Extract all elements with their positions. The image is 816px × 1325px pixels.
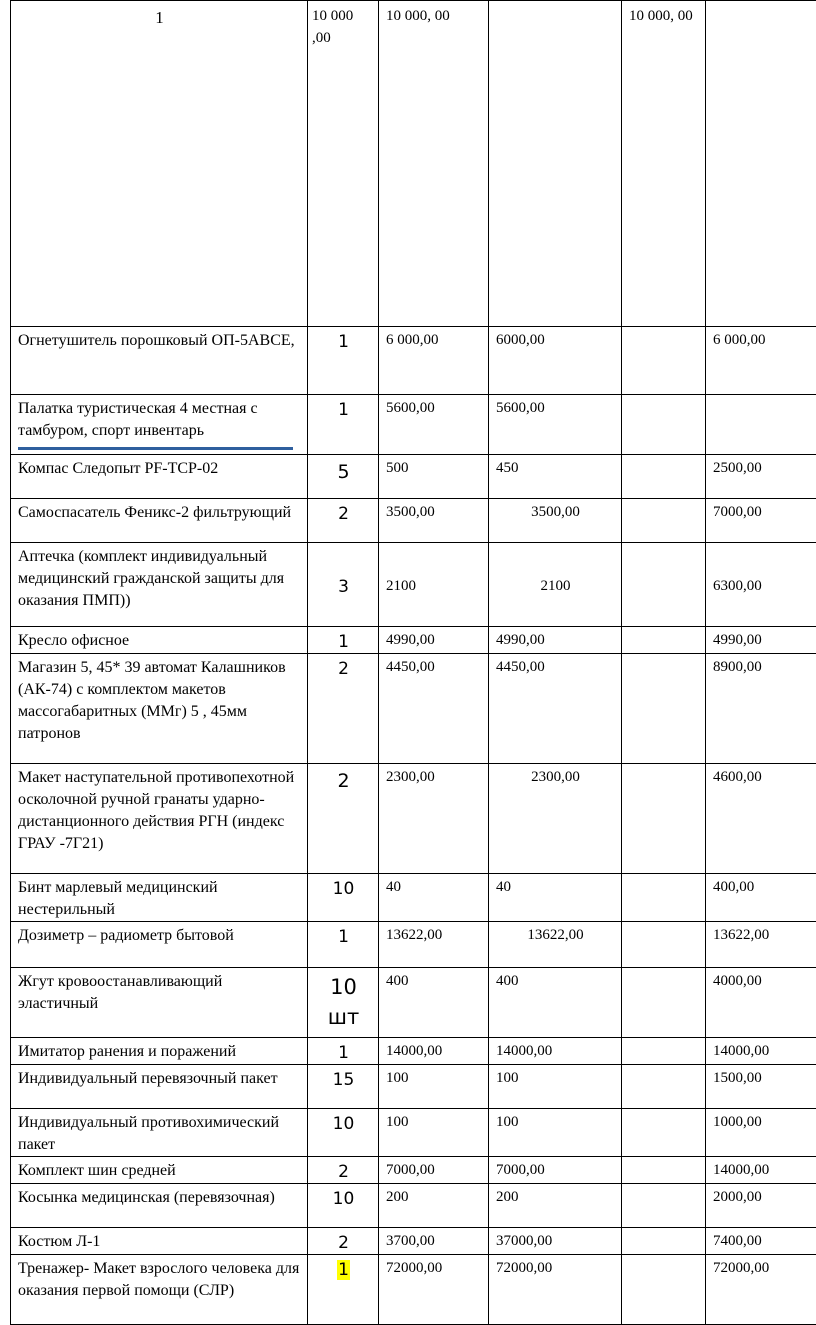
item-qty: 2	[338, 1162, 349, 1182]
item-sum: 72000,00	[713, 1260, 769, 1276]
item-price-cell	[379, 922, 489, 968]
item-cost-cell	[489, 543, 622, 627]
item-qty: 10	[333, 1189, 355, 1209]
item-price: 72000,00	[386, 1260, 442, 1276]
table-row	[11, 1109, 816, 1157]
item-qty-cell	[308, 627, 379, 654]
item-price: 5600,00	[386, 400, 435, 416]
item-qty-cell	[308, 968, 379, 1038]
item-sum: 4600,00	[713, 769, 762, 785]
item-extra-cell	[622, 922, 706, 968]
item-name-cell	[11, 1038, 308, 1065]
item-cost: 450	[496, 460, 519, 476]
item-sum-cell	[706, 1255, 816, 1325]
item-cost-cell	[489, 874, 622, 922]
item-extra-cell	[622, 654, 706, 764]
first-row-last-cell	[706, 1, 816, 327]
table-row	[11, 874, 816, 922]
item-sum: 7000,00	[713, 504, 762, 520]
item-cost-cell	[489, 627, 622, 654]
item-cost-cell	[489, 1184, 622, 1228]
item-price: 2300,00	[386, 769, 435, 785]
item-qty: 2	[338, 659, 349, 679]
item-cost-cell	[489, 1109, 622, 1157]
item-price-cell	[379, 327, 489, 395]
table-row	[11, 968, 816, 1038]
item-sum: 8900,00	[713, 659, 762, 675]
item-qty-cell	[308, 654, 379, 764]
item-cost: 2100	[541, 578, 571, 594]
item-sum: 4990,00	[713, 632, 762, 648]
table-row	[11, 922, 816, 968]
first-row-cost: 10 000, 00	[386, 8, 450, 24]
item-cost-cell	[489, 1157, 622, 1184]
item-name: Индивидуальный противохимический пакет	[18, 1114, 279, 1153]
item-qty: 3	[338, 577, 349, 597]
table-row	[11, 1255, 816, 1325]
item-price: 100	[386, 1114, 409, 1130]
item-name-cell	[11, 627, 308, 654]
table-row	[11, 1184, 816, 1228]
first-row-sum: 10 000, 00	[629, 8, 693, 24]
item-name-cell	[11, 1184, 308, 1228]
item-cost-cell	[489, 1228, 622, 1255]
item-cost: 3500,00	[531, 504, 580, 520]
item-price-cell	[379, 764, 489, 874]
item-cost-cell	[489, 395, 622, 455]
item-extra-cell	[622, 499, 706, 543]
item-price-cell	[379, 1157, 489, 1184]
item-name-cell	[11, 1109, 308, 1157]
item-price-cell	[379, 627, 489, 654]
spelling-underline	[18, 447, 293, 450]
item-price-cell	[379, 1255, 489, 1325]
item-sum-cell	[706, 395, 816, 455]
item-sum: 2500,00	[713, 460, 762, 476]
item-sum: 1500,00	[713, 1070, 762, 1086]
item-price-cell	[379, 499, 489, 543]
item-qty-cell	[308, 1038, 379, 1065]
item-sum: 14000,00	[713, 1162, 769, 1178]
item-price-cell	[379, 654, 489, 764]
item-cost-cell	[489, 1065, 622, 1109]
table-row	[11, 1157, 816, 1184]
item-price-cell	[379, 874, 489, 922]
item-cost: 5600,00	[496, 400, 545, 416]
item-name-cell	[11, 1255, 308, 1325]
item-qty-cell	[308, 1255, 379, 1325]
item-name: Косынка медицинская (перевязочная)	[18, 1189, 275, 1206]
item-qty: 2	[338, 504, 349, 524]
item-cost: 4450,00	[496, 659, 545, 675]
item-qty: 1	[338, 927, 349, 947]
item-sum-cell	[706, 1038, 816, 1065]
table-row	[11, 543, 816, 627]
item-sum-cell	[706, 968, 816, 1038]
first-row-cost-cell	[379, 1, 489, 327]
item-qty-cell	[308, 1109, 379, 1157]
item-qty-cell	[308, 874, 379, 922]
item-extra-cell	[622, 1184, 706, 1228]
item-name-cell	[11, 1065, 308, 1109]
item-sum: 4000,00	[713, 973, 762, 989]
item-name: Кресло офисное	[18, 632, 129, 649]
item-name-cell	[11, 1228, 308, 1255]
first-row-qty-cell	[11, 1, 308, 327]
item-extra-cell	[622, 455, 706, 499]
item-cost-cell	[489, 968, 622, 1038]
item-sum-cell	[706, 1228, 816, 1255]
item-price: 400	[386, 973, 409, 989]
item-sum: 14000,00	[713, 1043, 769, 1059]
item-name-cell	[11, 764, 308, 874]
item-price: 200	[386, 1189, 409, 1205]
item-price: 4450,00	[386, 659, 435, 675]
inventory-table	[10, 0, 816, 1325]
item-extra-cell	[622, 968, 706, 1038]
item-price: 500	[386, 460, 409, 476]
item-price: 100	[386, 1070, 409, 1086]
item-name: Имитатор ранения и поражений	[18, 1043, 236, 1060]
table-row	[11, 1065, 816, 1109]
item-qty: 1	[338, 332, 349, 352]
item-name-cell	[11, 395, 308, 455]
table-row	[11, 654, 816, 764]
item-qty-cell	[308, 1065, 379, 1109]
item-cost-cell	[489, 455, 622, 499]
item-extra-cell	[622, 1065, 706, 1109]
item-qty-cell	[308, 1157, 379, 1184]
item-cost: 2300,00	[531, 769, 580, 785]
item-name-cell	[11, 874, 308, 922]
item-extra-cell	[622, 627, 706, 654]
item-cost: 6000,00	[496, 332, 545, 348]
table-row	[11, 627, 816, 654]
item-extra-cell	[622, 543, 706, 627]
item-sum: 6 000,00	[713, 332, 766, 348]
item-name: Комплект шин средней	[18, 1162, 176, 1179]
item-qty: 1	[338, 632, 349, 652]
item-name: Дозиметр – радиометр бытовой	[18, 927, 234, 944]
item-name: Самоспасатель Феникс-2 фильтрующий	[18, 504, 291, 521]
item-cost-cell	[489, 654, 622, 764]
table-row	[11, 1038, 816, 1065]
item-cost: 400	[496, 973, 519, 989]
item-price-cell	[379, 543, 489, 627]
table-row	[11, 395, 816, 455]
item-name: Тренажер- Макет взрослого человека для оказания первой помощи (СЛР)	[18, 1260, 299, 1299]
item-cost-cell	[489, 922, 622, 968]
item-qty-cell	[308, 1228, 379, 1255]
item-qty: 10 шт	[328, 975, 359, 1029]
item-price: 40	[386, 879, 401, 895]
item-name: Костюм Л-1	[18, 1233, 100, 1250]
item-price-cell	[379, 968, 489, 1038]
table-row-first	[11, 1, 816, 327]
item-cost-cell	[489, 1255, 622, 1325]
item-qty: 2	[338, 1233, 349, 1253]
item-price-cell	[379, 455, 489, 499]
first-row-sum-cell	[622, 1, 706, 327]
item-qty: 15	[333, 1070, 355, 1090]
item-extra-cell	[622, 1255, 706, 1325]
item-price-cell	[379, 1109, 489, 1157]
item-name: Огнетушитель порошковый ОП-5АВСЕ,	[18, 332, 295, 349]
item-sum-cell	[706, 764, 816, 874]
item-extra-cell	[622, 395, 706, 455]
item-qty-cell	[308, 395, 379, 455]
item-sum-cell	[706, 1065, 816, 1109]
item-name-cell	[11, 922, 308, 968]
table-row	[11, 764, 816, 874]
item-qty: 1	[338, 1043, 349, 1063]
item-name-cell	[11, 327, 308, 395]
item-sum-cell	[706, 327, 816, 395]
item-sum-cell	[706, 922, 816, 968]
item-name: Палатка туристическая 4 местная с тамбуром, спорт инвентарь	[18, 400, 258, 439]
item-extra-cell	[622, 327, 706, 395]
table-row	[11, 499, 816, 543]
item-cost-cell	[489, 764, 622, 874]
item-cost: 37000,00	[496, 1233, 552, 1249]
item-name-cell	[11, 543, 308, 627]
item-sum: 1000,00	[713, 1114, 762, 1130]
item-qty-cell	[308, 499, 379, 543]
item-extra-cell	[622, 764, 706, 874]
item-name: Компас Следопыт PF-TCP-02	[18, 460, 218, 477]
item-extra-cell	[622, 1157, 706, 1184]
item-cost: 7000,00	[496, 1162, 545, 1178]
item-sum: 400,00	[713, 879, 754, 895]
item-cost-cell	[489, 1038, 622, 1065]
item-price-cell	[379, 1184, 489, 1228]
item-name-cell	[11, 968, 308, 1038]
item-sum-cell	[706, 1109, 816, 1157]
item-qty-cell	[308, 543, 379, 627]
item-extra-cell	[622, 874, 706, 922]
item-price: 6 000,00	[386, 332, 439, 348]
item-qty: 5	[337, 461, 349, 483]
item-cost-cell	[489, 499, 622, 543]
item-extra-cell	[622, 1228, 706, 1255]
item-price: 2100	[386, 578, 416, 594]
item-price-cell	[379, 1038, 489, 1065]
item-price: 3500,00	[386, 504, 435, 520]
item-name-cell	[11, 654, 308, 764]
table-row	[11, 1228, 816, 1255]
item-price: 7000,00	[386, 1162, 435, 1178]
item-name: Макет наступательной противопехотной осколочной ручной гранаты ударно-дистанционного действия РГН (индекс ГРАУ -7Г21)	[18, 769, 294, 852]
item-name-cell	[11, 455, 308, 499]
item-price: 3700,00	[386, 1233, 435, 1249]
item-extra-cell	[622, 1038, 706, 1065]
item-sum-cell	[706, 627, 816, 654]
item-name: Магазин 5, 45* 39 автомат Калашников (АК-74) с комплектом макетов массогабаритных (ММг) 5 , 45мм патронов	[18, 659, 286, 742]
item-sum: 13622,00	[713, 927, 769, 943]
item-cost-cell	[489, 327, 622, 395]
item-sum-cell	[706, 1184, 816, 1228]
item-name-cell	[11, 499, 308, 543]
item-extra-cell	[622, 1109, 706, 1157]
item-sum-cell	[706, 543, 816, 627]
item-sum-cell	[706, 874, 816, 922]
item-sum: 7400,00	[713, 1233, 762, 1249]
item-cost: 100	[496, 1114, 519, 1130]
item-name-cell	[11, 1157, 308, 1184]
item-name: Жгут кровоостанавливающий эластичный	[18, 973, 222, 1012]
item-qty-cell	[308, 327, 379, 395]
item-qty: 10	[333, 879, 355, 899]
item-name: Индивидуальный перевязочный пакет	[18, 1070, 278, 1087]
item-name: Аптечка (комплект индивидуальный медицинский гражданской защиты для оказания ПМП))	[18, 548, 284, 609]
item-name: Бинт марлевый медицинский нестерильный	[18, 879, 218, 918]
item-price: 4990,00	[386, 632, 435, 648]
item-sum: 2000,00	[713, 1189, 762, 1205]
item-sum-cell	[706, 455, 816, 499]
item-qty: 10	[333, 1114, 355, 1134]
first-row-price: 10 000 ,00	[312, 8, 353, 46]
item-cost: 200	[496, 1189, 519, 1205]
item-qty: 2	[337, 770, 349, 792]
item-price: 14000,00	[386, 1043, 442, 1059]
item-qty: 1	[338, 400, 349, 420]
item-qty: 1	[337, 1260, 350, 1280]
table-row	[11, 327, 816, 395]
item-sum: 6300,00	[713, 578, 762, 594]
item-price-cell	[379, 1228, 489, 1255]
item-cost: 100	[496, 1070, 519, 1086]
first-row-qty: 1	[155, 8, 164, 27]
item-price: 13622,00	[386, 927, 442, 943]
first-row-price-cell	[308, 1, 379, 327]
item-cost: 40	[496, 879, 511, 895]
item-cost: 72000,00	[496, 1260, 552, 1276]
item-sum-cell	[706, 654, 816, 764]
item-qty-cell	[308, 1184, 379, 1228]
first-row-empty-cell	[489, 1, 622, 327]
item-price-cell	[379, 1065, 489, 1109]
item-qty-cell	[308, 922, 379, 968]
item-cost: 4990,00	[496, 632, 545, 648]
item-price-cell	[379, 395, 489, 455]
item-sum-cell	[706, 1157, 816, 1184]
item-sum-cell	[706, 499, 816, 543]
item-qty-cell	[308, 764, 379, 874]
item-cost: 13622,00	[527, 927, 583, 943]
item-qty-cell	[308, 455, 379, 499]
item-cost: 14000,00	[496, 1043, 552, 1059]
table-row	[11, 455, 816, 499]
